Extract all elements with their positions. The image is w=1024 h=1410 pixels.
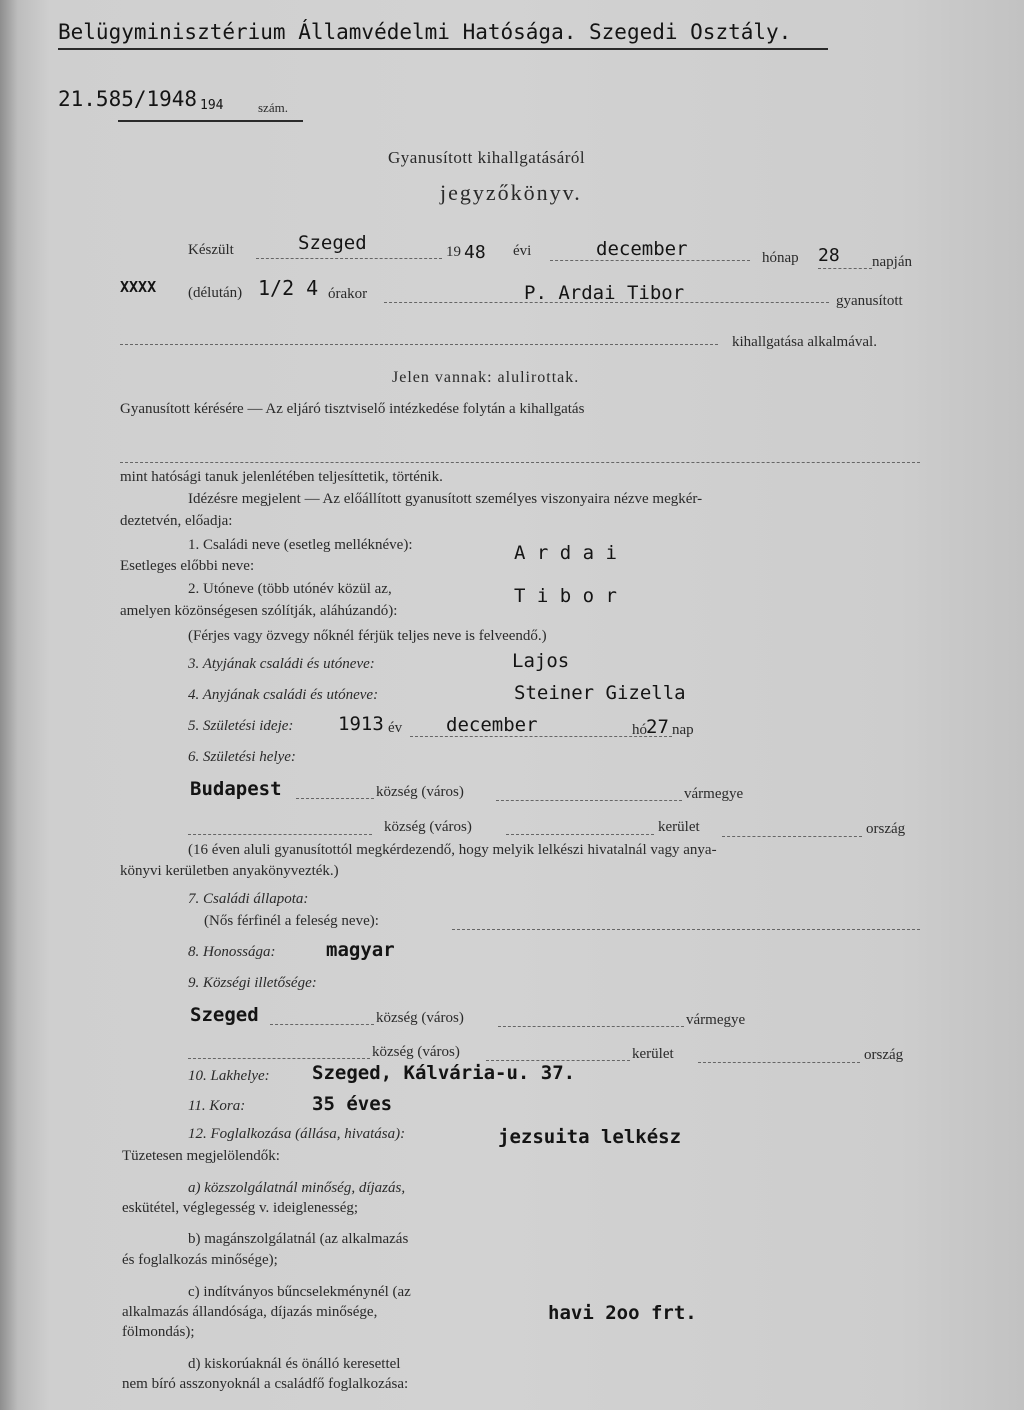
dotline [506,834,654,835]
field6-label: 6. Születési helye: [188,749,296,765]
kerulet2-label: kerület [632,1046,674,1062]
kozseg2-label: község (város) [384,819,472,835]
present-line3: Idézésre megjelent — Az előállított gyanusított személyes viszonyaira nézve megkér- [188,491,703,507]
nap-label: nap [672,722,694,738]
note16-line2: könyvi kerületben anyakönyvezték.) [120,863,339,879]
surname-value: A r d a i [514,542,617,564]
item-a-text: a) közszolgálatnál minőség, díjazás, [188,1180,406,1196]
kozseg4-label: község (város) [372,1044,460,1060]
field8-label: 8. Honossága: [188,944,276,960]
field7b-label: (Nős férfinél a feleség neve): [204,913,379,929]
domicile-value: Szeged [190,1004,259,1026]
dotline [550,260,750,261]
suspect-name: P. Ardai Tibor [524,282,685,304]
dotline [256,258,442,259]
orszag-label: ország [866,821,906,837]
subtitle: Gyanusított kihallgatásáról [388,148,586,167]
field2c-label: (Férjes vagy özvegy nőknél férjük teljes neve is felveendő.) [188,628,547,644]
mother-value: Steiner Gizella [514,682,686,704]
napjan-label: napján [872,254,912,270]
present-heading: Jelen vannak: alulirottak. [392,369,580,386]
birth-year: 1913 [338,713,384,735]
occupation-value: jezsuita lelkész [498,1126,682,1148]
kerulet-label: kerület [658,819,700,835]
item-a-line1 [188,1180,405,1197]
kihallgatasa-label: kihallgatása alkalmával. [732,334,877,350]
item-c-line1: c) indítványos bűncselekménynél (az [188,1284,411,1300]
ev-label: év [388,720,403,736]
field7-label: 7. Családi állapota: [188,891,309,907]
age-value: 35 éves [312,1093,393,1115]
honap-label: hónap [762,250,799,266]
field3-label: 3. Atyjának családi és utóneve: [188,656,375,672]
father-value: Lajos [512,650,570,672]
item-c-line3: fölmondás); [122,1324,195,1340]
place-value: Szeged [298,232,367,254]
dotline [270,1024,374,1025]
field11-label: 11. Kora: [188,1098,246,1114]
dotline [698,1062,860,1063]
dotline [818,268,872,269]
case-underline [118,120,303,122]
field10-label: 10. Lakhelye: [188,1068,270,1084]
dotline [452,929,920,930]
orakor-label: órakor [328,286,368,302]
present-line2: mint hatósági tanuk jelenlétében teljesíttetik, történik. [120,469,443,485]
dotline [188,1058,370,1059]
day-value: 28 [818,245,840,266]
office-header: Belügyminisztérium Államvédelmi Hatósága. Szegedi Osztály. [58,20,792,44]
birth-day: 27 [646,716,669,738]
field4-label: 4. Anyjának családi és utóneve: [188,687,379,703]
year-19: 19 [446,244,461,260]
delutan-label: (délután) [188,285,243,301]
dotline [486,1060,630,1061]
item-b-line1: b) magánszolgálatnál (az alkalmazás [188,1231,409,1247]
kozseg3-label: község (város) [376,1010,464,1026]
item-b-line2: és foglalkozás minősége); [122,1252,278,1268]
item-c-line2: alkalmazás állandósága, díjazás minősége, [122,1304,378,1320]
dotline [120,462,920,463]
varmegye-label: vármegye [684,786,744,802]
note16-line1: (16 éven aluli gyanusítottól megkérdezendő, hogy melyik lelkészi hivatalnál vagy anya- [188,842,717,858]
case-number: 21.585/1948 [58,87,198,111]
field1-text: 1. Családi neve (esetleg melléknéve): [188,537,413,553]
gyanusitott-label: gyanusított [836,293,903,309]
time-value: 1/2 4 [258,276,319,300]
month-value: december [596,238,688,260]
field1-label [188,537,413,554]
field9-label: 9. Községi illetősége: [188,975,317,991]
present-line1: Gyanusított kérésére — Az eljáró tisztviselő intézkedése folytán a kihallgatás [120,401,585,417]
salary-value: havi 2oo frt. [548,1302,697,1324]
residence-value: Szeged, Kálvária-u. 37. [312,1062,576,1084]
birth-place: Budapest [190,778,282,800]
orszag2-label: ország [864,1047,904,1063]
nationality-value: magyar [326,939,395,961]
birth-month: december [446,714,538,736]
field12-label: 12. Foglalkozása (állása, hivatása): [188,1126,406,1142]
dotline [722,836,862,837]
evi-label: évi [513,243,532,259]
struck-word: XXXX [120,278,157,296]
keszult-label: Készült [188,242,234,258]
varmegye2-label: vármegye [686,1012,746,1028]
field5-label: 5. Születési ideje: [188,718,294,734]
item-d-line2: nem bíró asszonyoknál a családfő foglalkozása: [122,1376,409,1392]
year-value: 48 [464,242,486,263]
kozseg-label: község (város) [376,784,464,800]
field1b-label: Esetleges előbbi neve: [120,558,255,574]
dotline [296,798,374,799]
szam-label: szám. [258,100,288,115]
ho-label: hó [632,722,647,738]
dotline [496,800,682,801]
field2-label: 2. Utóneve (több utónév közül az, [188,581,392,597]
dotline [188,834,372,835]
present-line4: deztetvén, előadja: [120,513,233,529]
title: jegyzőkönyv. [440,180,582,205]
field12b-label: Tüzetesen megjelölendők: [122,1148,280,1164]
item-d-line1: d) kiskorúaknál és önálló keresettel [188,1356,401,1372]
header-underline [58,48,828,50]
dotline [498,1026,684,1027]
year-prefix: 194 [200,98,224,113]
dotline [120,344,718,345]
item-a-line2: eskütétel, véglegesség v. ideiglenesség; [122,1200,359,1216]
firstname-value: T i b o r [514,585,617,607]
field2b-label: amelyen közönségesen szólítják, aláhúzandó): [120,603,398,619]
